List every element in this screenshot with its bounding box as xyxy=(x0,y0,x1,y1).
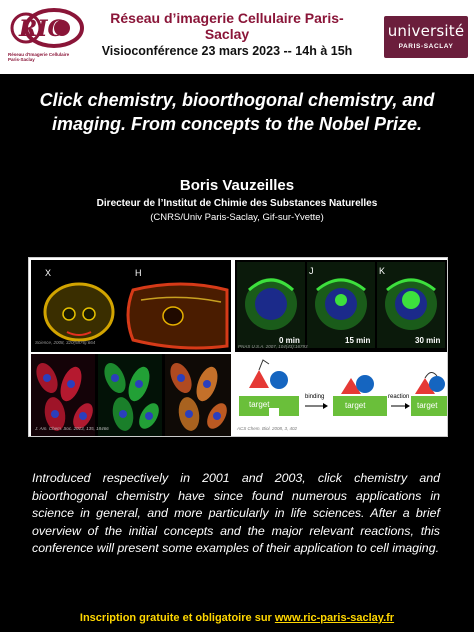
caption-acs: ACS Chem. Biol. 2008, 3, 402 xyxy=(237,426,298,431)
scheme-target-1: target xyxy=(249,400,270,409)
header-banner xyxy=(0,0,474,74)
fluorescence-cells-panel xyxy=(31,354,231,436)
speaker-institution: (CNRS/Univ Paris-Saclay, Gif-sur-Yvette) xyxy=(150,212,324,223)
bioorthogonal-scheme xyxy=(235,354,447,436)
scheme-binding: binding xyxy=(305,394,325,400)
label-h: H xyxy=(135,268,142,278)
ric-logo-subtitle: Réseau d'Imagerie Cellulaire Paris-Saclay xyxy=(8,52,70,62)
univ-logo-line1: université xyxy=(387,22,465,40)
caption-science: Science, 2008, 320(5876):664 xyxy=(35,340,96,345)
registration-link[interactable]: www.ric-paris-saclay.fr xyxy=(274,612,395,624)
time-15: 15 min xyxy=(345,336,371,345)
universite-paris-saclay-logo xyxy=(384,16,468,58)
time-series-panel xyxy=(235,260,447,352)
zebrafish-panel xyxy=(31,260,231,352)
label-k: K xyxy=(379,266,386,276)
registration-text: Inscription gratuite et obligatoire sur xyxy=(79,612,275,624)
network-title: Réseau d’imagerie Cellulaire Paris-Saclay xyxy=(110,10,344,42)
svg-text:RIC: RIC xyxy=(18,16,66,42)
speaker-affiliation: Directeur de l’Institut de Chimie des Substances Naturelles xyxy=(96,198,378,209)
time-30: 30 min xyxy=(415,336,441,345)
scheme-target-3: target xyxy=(417,401,438,410)
caption-pnas: PNAS U.S.A. 2007, 104(43):16793 xyxy=(238,344,308,349)
registration-footer xyxy=(0,612,474,624)
speaker-name: Boris Vauzeilles xyxy=(179,177,295,194)
time-0: 0 min xyxy=(279,336,300,345)
abstract-text: Introduced respectively in 2001 and 2003, click chemistry and bioorthogonal chemistry have since found numerous applications in science in general, and more particularly in life sciences. After a brief overview of the initial concepts and the major relevant reactions, this conference will present some examples of their application to cell imaging. xyxy=(32,471,440,555)
label-j: J xyxy=(309,266,314,276)
figure-collage xyxy=(28,257,448,437)
talk-title: Click chemistry, bioorthogonal chemistry, and imaging. From concepts to the Nobel Prize. xyxy=(39,90,435,134)
scheme-target-2: target xyxy=(345,401,366,410)
event-date: Visioconférence 23 mars 2023 -- 14h à 15h xyxy=(101,44,353,58)
label-x: X xyxy=(45,268,52,278)
univ-logo-line2: PARIS-SACLAY xyxy=(398,43,454,50)
scheme-reaction: reaction xyxy=(388,394,410,400)
caption-jacs: J. Am. Chem. Soc. 2013, 135, 18466 xyxy=(35,426,109,431)
